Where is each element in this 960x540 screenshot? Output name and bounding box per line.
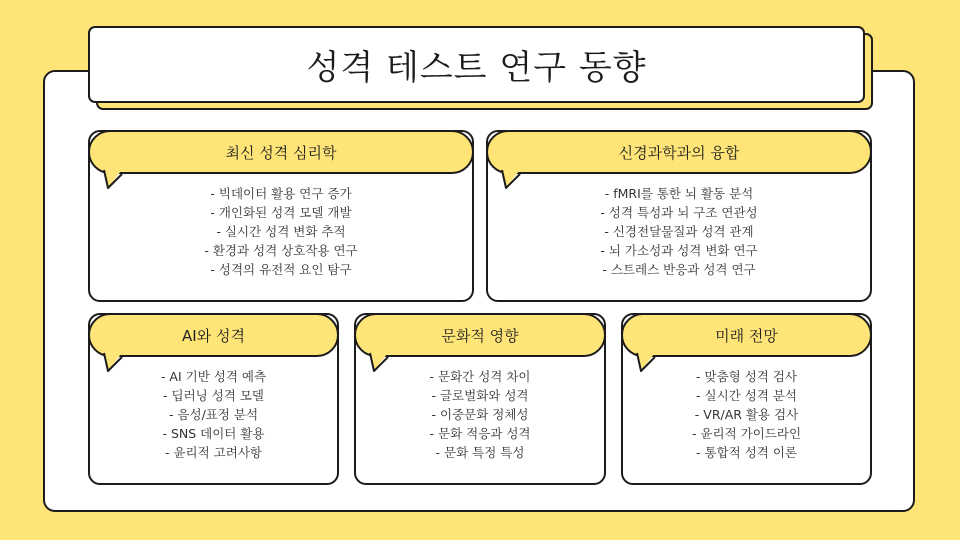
card-item-list <box>356 367 604 462</box>
card-cultural-influence <box>354 313 606 485</box>
card-item-list <box>90 184 472 279</box>
card-item-list <box>623 367 870 462</box>
list-item: - 문화 특정 특성 <box>435 445 525 460</box>
title-box <box>88 26 865 103</box>
list-item: - AI 기반 성격 예측 <box>160 369 267 384</box>
card-heading-bubble <box>486 130 872 174</box>
card-heading-bubble <box>354 313 606 357</box>
card-heading-bubble <box>621 313 872 357</box>
list-item: - 성격의 유전적 요인 탐구 <box>210 262 352 277</box>
card-heading-bubble <box>88 313 339 357</box>
list-item: - VR/AR 활용 검사 <box>694 407 799 422</box>
card-ai-personality <box>88 313 339 485</box>
list-item: - SNS 데이터 활용 <box>162 426 265 441</box>
card-heading: 최신 성격 심리학 <box>225 143 337 162</box>
card-latest-psychology <box>88 130 474 302</box>
card-heading: 미래 전망 <box>715 326 778 345</box>
speech-tail-icon <box>104 353 126 375</box>
list-item: - 음성/표정 분석 <box>168 407 259 422</box>
card-heading: AI와 성격 <box>182 326 245 345</box>
list-item: - 문화 적응과 성격 <box>429 426 531 441</box>
list-item: - 이중문화 정체성 <box>431 407 529 422</box>
list-item: - 윤리적 고려사항 <box>165 445 262 460</box>
card-neuroscience <box>486 130 872 302</box>
list-item: - 빅데이터 활용 연구 증가 <box>210 186 352 201</box>
list-item: - 맞춤형 성격 검사 <box>696 369 797 384</box>
list-item: - 통합적 성격 이론 <box>696 445 797 460</box>
card-item-list <box>90 367 337 462</box>
list-item: - 문화간 성격 차이 <box>429 369 531 384</box>
list-item: - 실시간 성격 변화 추적 <box>216 224 346 239</box>
list-item: - 윤리적 가이드라인 <box>691 426 802 441</box>
card-future-outlook <box>621 313 872 485</box>
list-item: - 신경전달물질과 성격 관계 <box>604 224 754 239</box>
list-item: - fMRI를 통한 뇌 활동 분석 <box>604 186 754 201</box>
card-heading: 문화적 영향 <box>441 326 519 345</box>
card-heading: 신경과학과의 융합 <box>618 143 740 162</box>
list-item: - 환경과 성격 상호작용 연구 <box>204 243 358 258</box>
speech-tail-icon <box>502 170 524 192</box>
list-item: - 개인화된 성격 모델 개발 <box>210 205 352 220</box>
list-item: - 딥러닝 성격 모델 <box>163 388 264 403</box>
card-heading-bubble <box>88 130 474 174</box>
page-title: 성격 테스트 연구 동향 <box>306 48 647 88</box>
card-item-list <box>488 184 870 279</box>
speech-tail-icon <box>104 170 126 192</box>
list-item: - 글로벌화와 성격 <box>431 388 529 403</box>
list-item: - 성격 특성과 뇌 구조 연관성 <box>600 205 758 220</box>
list-item: - 스트레스 반응과 성격 연구 <box>602 262 756 277</box>
speech-tail-icon <box>370 353 392 375</box>
list-item: - 뇌 가소성과 성격 변화 연구 <box>600 243 758 258</box>
speech-tail-icon <box>637 353 659 375</box>
list-item: - 실시간 성격 분석 <box>696 388 797 403</box>
